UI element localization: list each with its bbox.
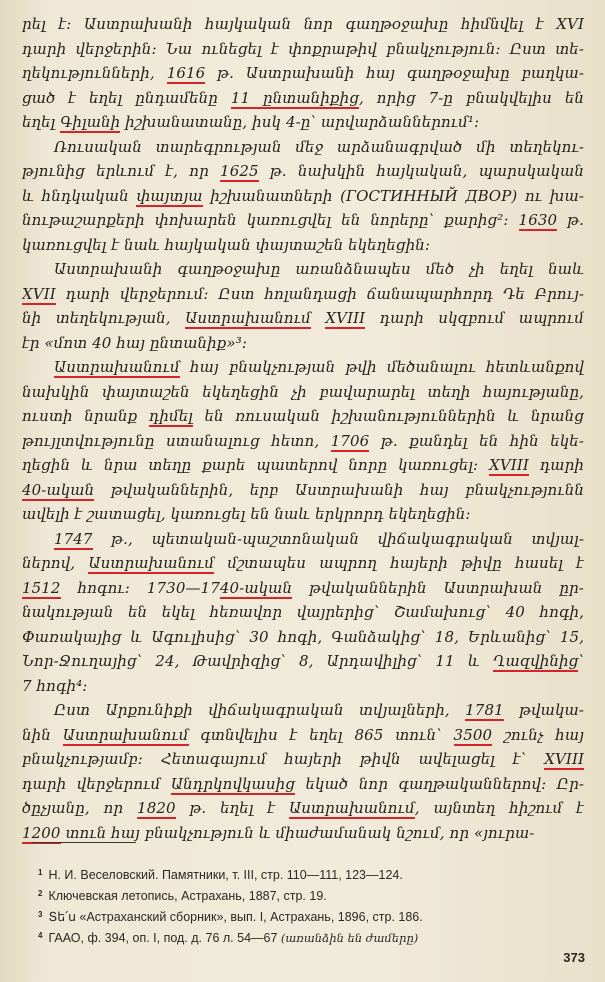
paragraph: [22, 355, 584, 527]
text-line: 1747 թ., պետական-պաշտոնական վիճակագրական տվյալ-: [54, 529, 584, 548]
footnote-number: 3: [38, 910, 43, 919]
text-line: ցած է եղել ընդամենը 11 ընտանիքից, որից 7-ը բնակվելիս են: [22, 88, 584, 107]
paragraph: [22, 257, 584, 355]
text-line: ուստի նրանք դիմել են ռուսական իշխանություններին և նրանց: [22, 407, 584, 425]
paragraph: [22, 135, 584, 258]
footnote-1: [38, 862, 588, 883]
text-line: Ըստ Արքունիքի վիճակագրական տվյալների, 1781 թվակա-: [54, 701, 584, 719]
text-line: XVII դարի վերջերում: Ըստ հոլանդացի ճանապարհորդ Դե Բրույ-: [22, 284, 584, 303]
footnote-3: [38, 904, 588, 925]
footnote-text: Ключевская летопись, Астрахань, 1887, стр. 19.: [48, 889, 327, 903]
text-line: նութաշարքերի փոխարեն կառուցվել են նորերը՝ քարից²: 1630 թ.: [22, 211, 584, 229]
footnote-separator: [32, 842, 136, 843]
text-line: նակության են եկել հեռավոր վայրերից՝ Շամախուց՝ 40 հոգի,: [22, 603, 584, 621]
footnote-text: Н. И. Веселовский. Памятники, т. III, стр. 110—111, 123—124.: [48, 868, 403, 882]
text-line: 1512 հոգու: 1730—1740-ական թվականներին Աստրախան ըր-: [22, 578, 584, 597]
text-line: ավելի է շատացել, կառուցել են նաև երկրորդ եկեղեցին:: [22, 505, 471, 523]
text-line: ներով, Աստրախանում մշտապես ապրող հայերի թիվը հասել է: [22, 554, 584, 572]
text-line: 40-ական թվականներին, երբ Աստրախանի հայ բնակչությունն: [22, 480, 584, 499]
text-line: Ռուսական տարեգրության մեջ արձանագրված մի տեղեկու-: [54, 137, 584, 156]
text-line: թույլտվությունը ստանալուց հետո, 1706 թ. քանդել են հին եկե-: [22, 431, 584, 450]
footnote-2: [38, 883, 588, 904]
text-line: նին Աստրախանում գտնվելիս է եղել 865 տուն՝ 3500 շունչ հայ: [22, 725, 584, 744]
text-line: ղեցին և նրա տեղը քարե պատերով նորը կառուցել: XVIII դարի: [22, 456, 584, 474]
text-line: դարի վերջերում Անդրկովկասից եկած նոր գաղթականներով: Ըր-: [22, 774, 584, 793]
main-text: [22, 12, 584, 845]
text-line: էր «մոտ 40 հայ ընտանիք»³:: [22, 333, 247, 352]
text-line: Աստրախանում հայ բնակչության թվի մեծանալու հետևանքով: [54, 358, 584, 376]
footnote-number: 1: [38, 868, 43, 877]
text-line: Նոր-Ջուղայից՝ 24, Թավրիզից՝ 8, Արդավիլից՝ 11 և Ղազվինից՝: [22, 652, 584, 670]
text-line: և հնդկական փայտյա իշխանատների (ГОСТИННЫЙ ДВОР) ու խա-: [22, 186, 584, 205]
text-line: նախկին փայտաշեն եկեղեցին չի բավարարել տեղի հայությանը,: [22, 382, 584, 401]
text-line: բնակչությամբ: Հետագայում հայերի թիվն ավելացել է՝ XVIII: [22, 750, 584, 768]
footnote-text: Տե՛ս «Астраханский сборник», вып. I, Астрахань, 1896, стр. 186.: [48, 910, 423, 924]
footnote-text: ГААО, ф. 394, оп. I, под. д. 76 л. 54—67: [48, 931, 278, 945]
text-line: 1200 տուն հայ բնակչություն և միաժամանակ նշում, որ «յուրա-: [22, 823, 535, 842]
text-line: դարի վերջերին: Նա ունեցել է փոքրաթիվ բնակչություն: Ըստ տե-: [22, 39, 584, 58]
paragraph: [22, 12, 584, 135]
text-line: եղել Գիլանի իշխանատանը, իսկ 4-ը՝ արվարձաններում¹:: [22, 113, 480, 131]
text-line: րել է: Աստրախանի հայկական նոր գաղթօջախը հիմնվել է XVI: [22, 15, 584, 33]
text-line: կառուցվել է նաև հայկական փայտաշեն եկեղեցին:: [22, 235, 431, 254]
footnotes: [38, 862, 588, 946]
text-line: Աստրախանի գաղթօջախը առանձնապես մեծ չի եղել նաև: [54, 260, 584, 278]
text-line: ծըչյանը, որ 1820 թ. եղել է Աստրախանում, այնտեղ հիշում է: [22, 799, 584, 817]
page-number: 373: [563, 950, 585, 965]
footnote-number: 2: [38, 889, 43, 898]
text-line: ղեկությունների, 1616 թ. Աստրախանի հայ գաղթօջախը բաղկա-: [22, 64, 584, 82]
text-line: թյունից երևում է, որ 1625 թ. նախկին հայկական, պարսկական: [22, 162, 584, 180]
text-line: Փառակայից և Ագուլիսից՝ 30 հոգի, Գանձակից՝ 18, Երևանից՝ 15,: [22, 627, 584, 646]
paragraph: [22, 698, 584, 845]
footnote-note: (առանձին են ժամերը): [280, 931, 419, 945]
paragraph: [22, 527, 584, 699]
text-line: նի տեղեկության, Աստրախանում XVIII դարի սկզբում ապրում: [22, 309, 584, 327]
footnote-number: 4: [38, 931, 43, 940]
text-line: 7 հոգի⁴:: [22, 676, 88, 695]
footnote-4: [38, 925, 588, 946]
